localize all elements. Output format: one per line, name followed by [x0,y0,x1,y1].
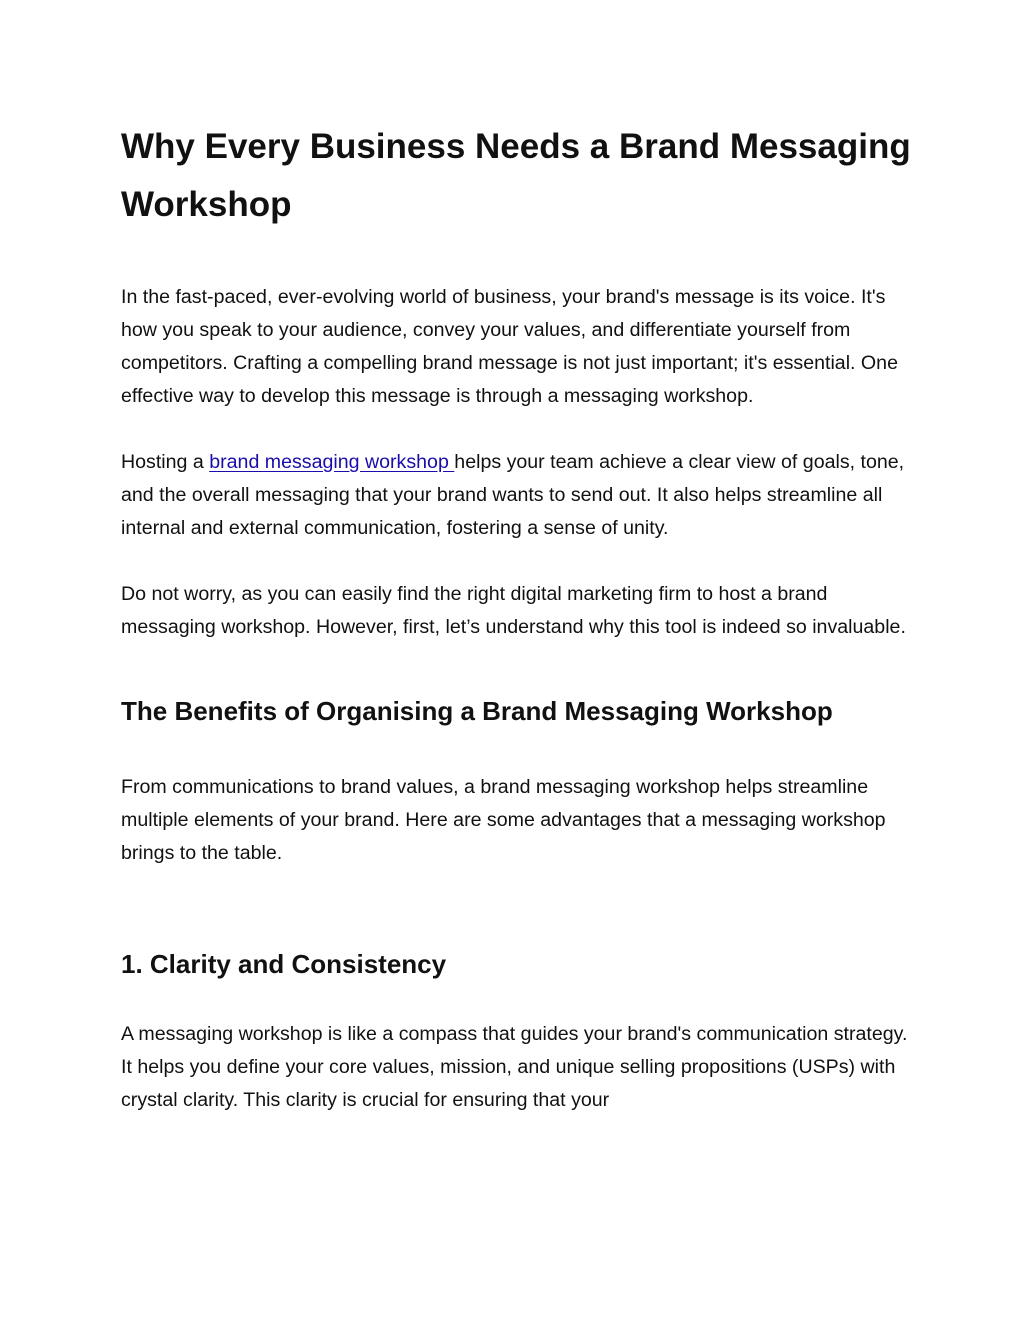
brand-messaging-workshop-link[interactable]: brand messaging workshop [209,451,455,473]
hosting-paragraph [121,446,911,545]
benefits-paragraph: From communications to brand values, a brand messaging workshop helps streamline multiple elements of your brand. Here are some advantages that a messaging workshop brings to the table. [121,776,886,864]
hosting-suffix: helps your team achieve a clear view of goals, tone, and the overall messaging that your brand wants to send out. It also helps streamline all internal and external communication, fostering a sense of unity. [121,451,905,539]
document-page [121,118,911,1117]
worry-paragraph: Do not worry, as you can easily find the right digital marketing firm to host a brand messaging workshop. However, first, let’s understand why this tool is indeed so invaluable. [121,583,906,638]
hosting-prefix: Hosting a [121,451,210,473]
section1-paragraph: A messaging workshop is like a compass that guides your brand's communication strategy. It helps you define your core values, mission, and unique selling propositions (USPs) with crystal clarity. This clarity is crucial for ensuring that your [121,1023,908,1111]
benefits-heading: The Benefits of Organising a Brand Messaging Workshop [121,696,833,726]
page-title: Why Every Business Needs a Brand Messaging Workshop [121,127,911,224]
section1-heading: 1. Clarity and Consistency [121,949,447,979]
intro-paragraph: In the fast-paced, ever-evolving world of business, your brand's message is its voice. It's how you speak to your audience, convey your values, and differentiate yourself from competitors. Crafting a compelling brand message is not just important; it's essential. One effective way to develop this message is through a messaging workshop. [121,286,898,407]
